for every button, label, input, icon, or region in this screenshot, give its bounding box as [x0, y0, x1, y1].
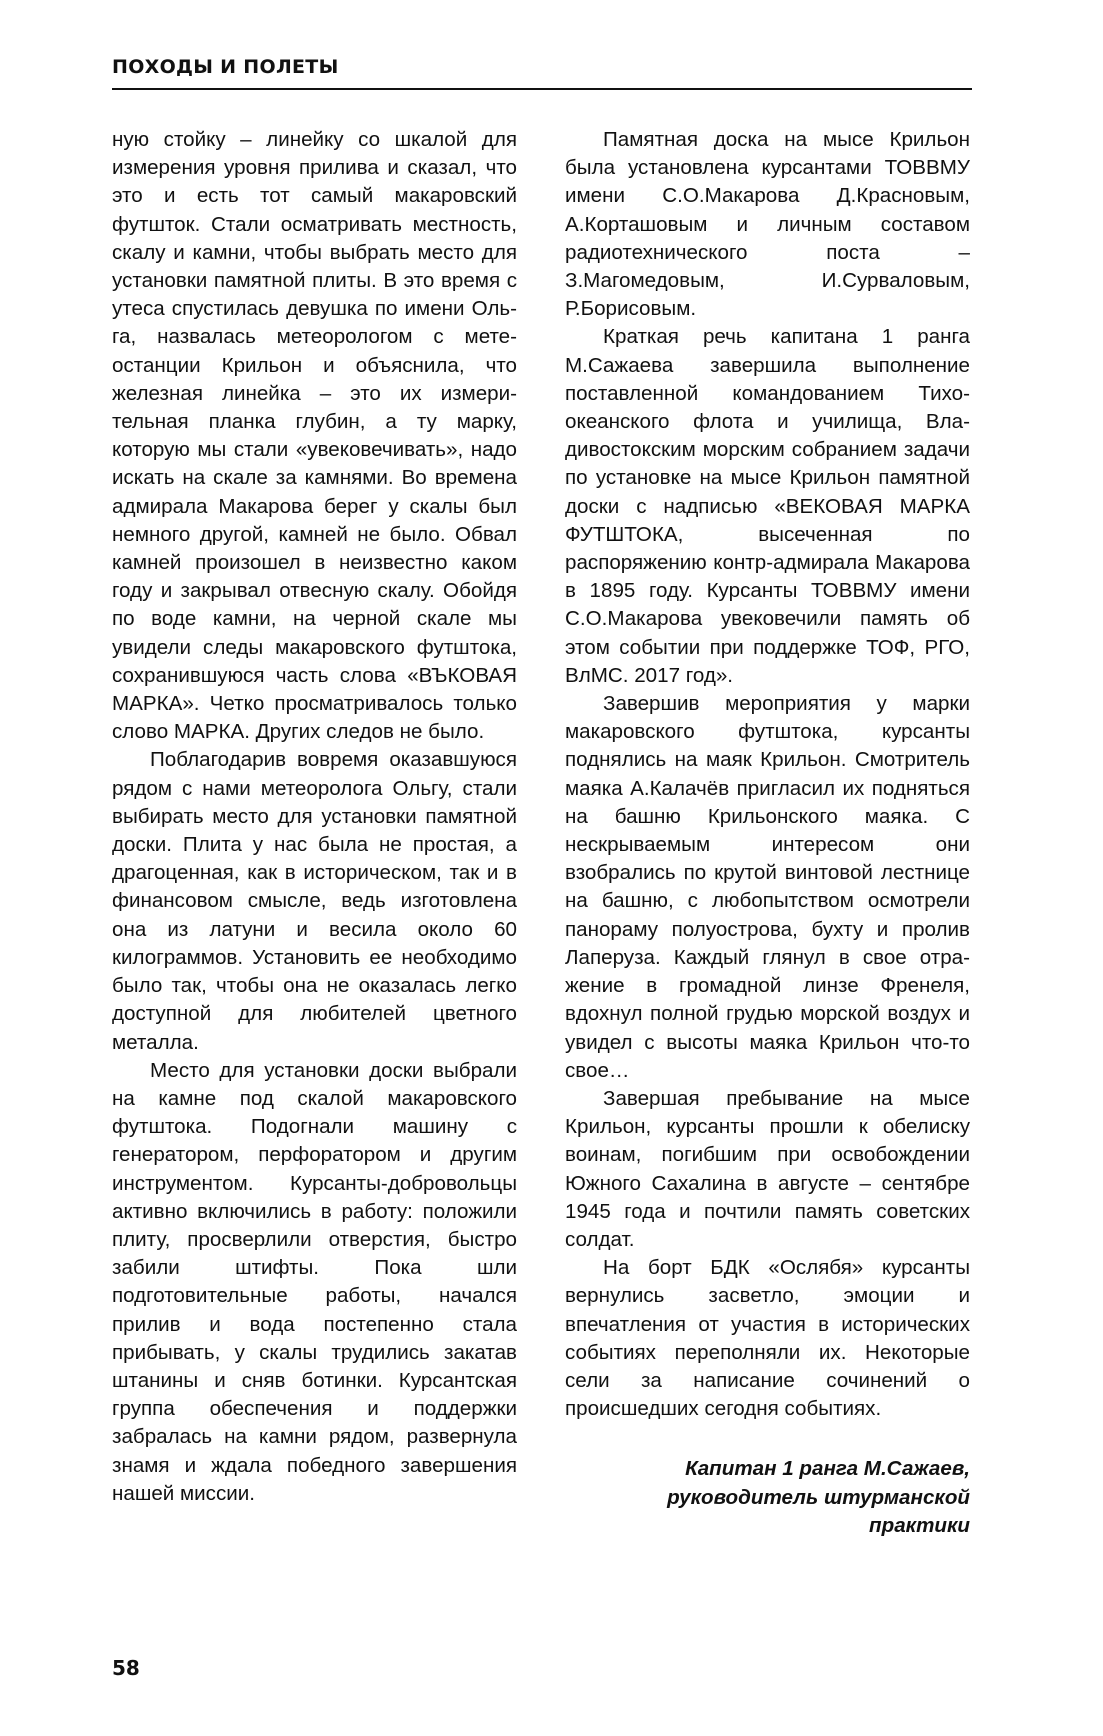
paragraph: Краткая речь капитана 1 ранга М.Сажаева завершила выполнение поставленной командованием Тихоокеанского флота и училища, Владивостокским морским собранием задачи по установке на мысе Крильон памятной доски с надписью «ВЕКОВАЯ МАРКА ФУТШТОКА, высеченная по распоряжению контр-адмирала Макарова в 1895 году. Курсанты ТОВВМУ имени С.О.Макарова увековечили память об этом событии при поддержке ТОФ, РГО, ВлМС. 2017 год».	[565, 325, 970, 687]
paragraph: Место для установки доски выбрали на камне под скалой макаровского футштока. Подогнали машину с генератором, перфоратором и другим инструментом. Курсанты-добровольцы активно включились в работу: положили плиту, просверлили отверстия, быстро забили штифты. Пока шли подготовительные работы, начался прилив и вода постепенно стала прибывать, у скалы трудились закатав штанины и сняв ботинки. Курсантская группа обеспечения и поддержки забралась на камни рядом, развернула знамя и ждала победного завершения нашей миссии.	[112, 1058, 517, 1505]
right-column	[565, 126, 970, 1540]
author-signature	[565, 1455, 970, 1540]
signature-line: практики	[869, 1513, 970, 1537]
section-header: ПОХОДЫ И ПОЛЕТЫ	[112, 56, 339, 78]
header-rule	[112, 88, 972, 90]
signature-line: Капитан 1 ранга М.Сажаев,	[685, 1457, 970, 1481]
paragraph: На борт БДК «Ослябя» курсанты вернулись засветло, эмоции и впечатления от участия в исторических событиях переполняли их. Некоторые сели за написание сочинений о происшедших сегодня событиях.	[565, 1256, 970, 1421]
paragraph: Завершив мероприятия у марки макаровского футштока, курсанты поднялись на маяк Крильон. Смотритель маяка А.Калачёв пригласил их подняться на башню Крильонского маяка. С нескрываемым интересом они взобрались по крутой винтовой лестнице на башню, с любопытством осмотрели панораму полуострова, бухту и пролив Лаперуза. Каждый глянул в свое отражение в громадной линзе Френеля, вдохнул полной грудью морской воздух и увидел с высоты маяка Крильон что-то свое…	[565, 692, 970, 1082]
signature-line: руководитель штурманской	[667, 1485, 970, 1509]
paragraph: Памятная доска на мысе Крильон была установлена курсантами ТОВВМУ имени С.О.Макарова Д.Красновым, А.Корташовым и личным составом радиотехнического поста – З.Магомедовым, И.Сурваловым, Р.Борисовым.	[565, 128, 970, 321]
paragraph: ную стойку – линейку со шкалой для измерения уровня прилива и сказал, что это и есть тот самый макаровский футшток. Стали осматривать местность, скалу и камни, чтобы выбрать место для установки памятной плиты. В это время с утеса спустилась девушка по имени Ольга, назвалась метеорологом с метеостанции Крильон и объяснила, что железная линейка – это их измерительная планка глубин, а ту марку, которую мы стали «увековечивать», надо искать на скале за камнями. Во времена адмирала Макарова берег у скалы был немного другой, камней не было. Обвал камней произошел в неизвестно каком году и закрывал отвесную скалу. Обойдя по воде камни, на черной скале мы увидели следы макаровского футштока, сохранившуюся часть слова «ВЪКОВАЯ МАРКА». Четко просматривалось только слово МАРКА. Других следов не было.	[112, 128, 517, 744]
paragraph: Завершая пребывание на мысе Крильон, курсанты прошли к обелиску воинам, погибшим при освобождении Южного Сахалина в августе – сентябре 1945 года и почтили память советских солдат.	[565, 1086, 970, 1251]
page-number: 58	[112, 1656, 140, 1680]
left-column	[112, 126, 517, 1508]
paragraph: Поблагодарив вовремя оказавшуюся рядом с нами метеоролога Ольгу, стали выбирать место для установки памятной доски. Плита у нас была не простая, а драгоценная, как в историческом, так и в финансовом смысле, ведь изготовлена она из латуни и весила около 60 килограммов. Установить ее необходимо было так, чтобы она не оказалась легко доступной для любителей цветного металла.	[112, 748, 517, 1054]
